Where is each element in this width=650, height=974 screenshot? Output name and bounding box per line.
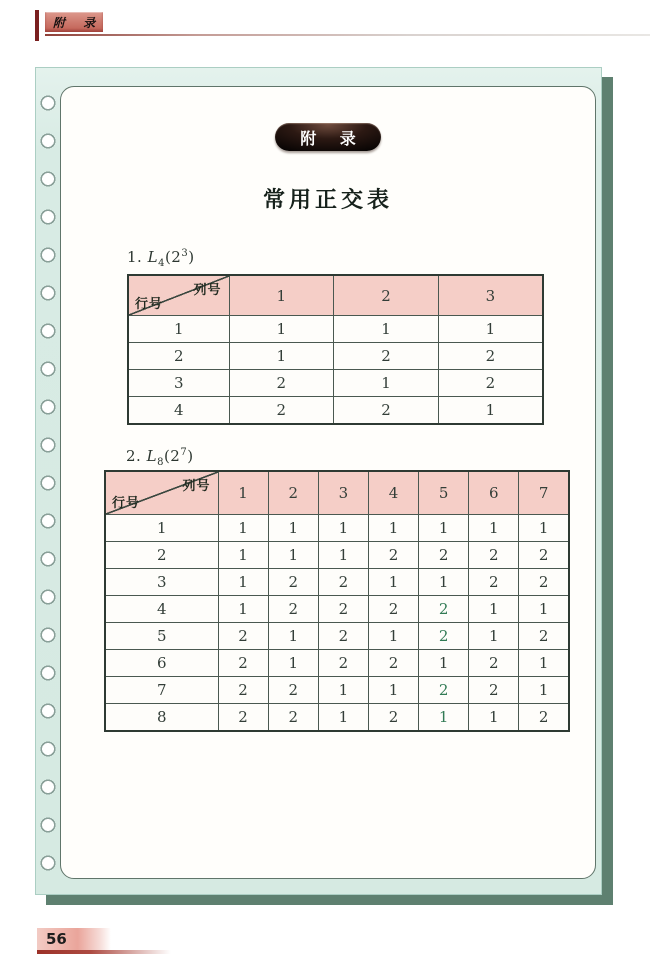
caption-subscript: 4 xyxy=(158,258,165,269)
table-cell: 1 xyxy=(218,569,268,596)
caption-subscript: 8 xyxy=(157,457,164,468)
table-cell: 1 xyxy=(318,677,368,704)
table-cell: 2 xyxy=(268,704,318,732)
table-cell: 2 xyxy=(368,542,418,569)
header-row xyxy=(128,275,543,316)
corner-label-columns: 列号 xyxy=(182,479,211,494)
table-cell: 1 xyxy=(469,623,519,650)
row-label: 1 xyxy=(128,316,229,343)
caption-letter: L xyxy=(146,447,158,465)
column-header: 3 xyxy=(318,471,368,515)
caption-arg: (2 xyxy=(164,248,182,266)
orthogonal-table xyxy=(104,470,570,732)
table-cell: 1 xyxy=(229,316,334,343)
page-number-box xyxy=(37,928,111,950)
table-cell: 1 xyxy=(334,316,439,343)
table-cell: 1 xyxy=(229,343,334,370)
table-cell: 2 xyxy=(519,569,569,596)
appendix-badge-label: 附 录 xyxy=(300,128,365,148)
table-cell: 2 xyxy=(318,650,368,677)
table-cell: 2 xyxy=(229,397,334,425)
table-row xyxy=(128,343,543,370)
row-label: 4 xyxy=(128,397,229,425)
table-row xyxy=(105,650,569,677)
table-cell: 1 xyxy=(438,397,543,425)
column-header: 6 xyxy=(469,471,519,515)
row-label: 2 xyxy=(105,542,218,569)
table-cell: 1 xyxy=(368,677,418,704)
table-row xyxy=(128,370,543,397)
table-cell: 2 xyxy=(218,623,268,650)
table-cell: 2 xyxy=(218,677,268,704)
table-cell: 2 xyxy=(268,569,318,596)
column-header: 1 xyxy=(218,471,268,515)
row-label: 6 xyxy=(105,650,218,677)
table-cell: 2 xyxy=(519,704,569,732)
appendix-badge xyxy=(275,123,381,151)
table-cell: 1 xyxy=(368,569,418,596)
table-cell: 1 xyxy=(519,515,569,542)
corner-label-columns: 列号 xyxy=(193,283,222,298)
column-header: 7 xyxy=(519,471,569,515)
table-cell: 2 xyxy=(469,677,519,704)
table-cell: 2 xyxy=(268,596,318,623)
table-cell: 1 xyxy=(419,704,469,732)
column-header: 3 xyxy=(438,275,543,316)
row-label: 3 xyxy=(128,370,229,397)
sheet-shadow-right xyxy=(602,77,613,905)
header-row xyxy=(105,471,569,515)
column-header: 5 xyxy=(419,471,469,515)
corner-label-rows: 行号 xyxy=(112,496,141,511)
row-label: 1 xyxy=(105,515,218,542)
orthogonal-table xyxy=(127,274,544,425)
table-cell: 2 xyxy=(318,596,368,623)
footer-rule xyxy=(37,950,171,954)
table-cell: 1 xyxy=(318,542,368,569)
table-cell: 1 xyxy=(419,515,469,542)
column-header: 2 xyxy=(268,471,318,515)
row-label: 3 xyxy=(105,569,218,596)
caption-superscript: 3 xyxy=(181,248,189,259)
table-cell: 2 xyxy=(218,650,268,677)
orthogonal-table-L8 xyxy=(104,470,570,732)
table-row xyxy=(105,596,569,623)
caption-arg: (2 xyxy=(163,447,181,465)
row-label: 5 xyxy=(105,623,218,650)
table-cell: 1 xyxy=(268,650,318,677)
table-cell: 1 xyxy=(318,704,368,732)
table-cell: 2 xyxy=(268,677,318,704)
table-cell: 2 xyxy=(419,542,469,569)
table-cell: 1 xyxy=(519,677,569,704)
table-cell: 1 xyxy=(438,316,543,343)
sheet-shadow-bottom xyxy=(46,895,613,905)
caption-prefix: 2. xyxy=(126,447,142,465)
table-cell: 1 xyxy=(419,569,469,596)
table-cell: 2 xyxy=(318,623,368,650)
column-header: 2 xyxy=(334,275,439,316)
table-cell: 1 xyxy=(368,623,418,650)
page-title: 常用正交表 xyxy=(262,188,393,213)
table-cell: 1 xyxy=(218,596,268,623)
table-cell: 1 xyxy=(519,596,569,623)
running-header-tab xyxy=(45,12,103,32)
column-header: 1 xyxy=(229,275,334,316)
table-cell: 1 xyxy=(218,542,268,569)
running-header-label: 附 录 xyxy=(52,15,103,30)
corner-cell xyxy=(128,275,229,316)
column-header: 4 xyxy=(368,471,418,515)
table-cell: 1 xyxy=(318,515,368,542)
table-row xyxy=(105,677,569,704)
row-label: 8 xyxy=(105,704,218,732)
table-cell: 1 xyxy=(268,542,318,569)
row-label: 7 xyxy=(105,677,218,704)
caption-arg-close: ) xyxy=(187,447,194,465)
table-cell: 2 xyxy=(438,370,543,397)
table-cell: 1 xyxy=(268,515,318,542)
table-cell: 1 xyxy=(469,704,519,732)
table-cell: 2 xyxy=(469,569,519,596)
table-cell: 2 xyxy=(368,650,418,677)
table-cell: 2 xyxy=(469,542,519,569)
table-cell: 1 xyxy=(334,370,439,397)
caption-arg-close: ) xyxy=(188,248,195,266)
caption-prefix: 1. xyxy=(127,248,143,266)
table-cell: 2 xyxy=(218,704,268,732)
table-cell: 1 xyxy=(469,596,519,623)
table-row xyxy=(128,397,543,425)
table-cell: 2 xyxy=(438,343,543,370)
table-cell: 2 xyxy=(334,343,439,370)
row-label: 2 xyxy=(128,343,229,370)
row-label: 4 xyxy=(105,596,218,623)
table-caption xyxy=(126,447,194,468)
table-row xyxy=(105,569,569,596)
table-cell: 2 xyxy=(419,677,469,704)
table-cell: 2 xyxy=(318,569,368,596)
table-row xyxy=(105,623,569,650)
table-cell: 1 xyxy=(419,650,469,677)
table-cell: 1 xyxy=(268,623,318,650)
corner-label-rows: 行号 xyxy=(135,297,164,312)
table-cell: 1 xyxy=(368,515,418,542)
table-cell: 2 xyxy=(368,704,418,732)
table-cell: 1 xyxy=(519,650,569,677)
table-caption xyxy=(127,248,195,269)
header-rule xyxy=(45,34,650,36)
table-cell: 2 xyxy=(519,623,569,650)
table-cell: 2 xyxy=(419,623,469,650)
table-cell: 2 xyxy=(368,596,418,623)
table-row xyxy=(105,515,569,542)
corner-cell xyxy=(105,471,218,515)
table-cell: 2 xyxy=(519,542,569,569)
table-cell: 1 xyxy=(218,515,268,542)
caption-superscript: 7 xyxy=(180,447,188,458)
orthogonal-table-L4 xyxy=(127,274,544,425)
binder-holes xyxy=(39,84,57,882)
table-row xyxy=(105,704,569,732)
table-cell: 2 xyxy=(419,596,469,623)
caption-letter: L xyxy=(147,248,159,266)
table-cell: 1 xyxy=(469,515,519,542)
table-row xyxy=(105,542,569,569)
page-number: 56 xyxy=(46,930,67,948)
table-cell: 2 xyxy=(334,397,439,425)
table-row xyxy=(128,316,543,343)
table-cell: 2 xyxy=(229,370,334,397)
header-accent-bar xyxy=(35,10,39,41)
table-cell: 2 xyxy=(469,650,519,677)
paper-area xyxy=(60,86,596,879)
